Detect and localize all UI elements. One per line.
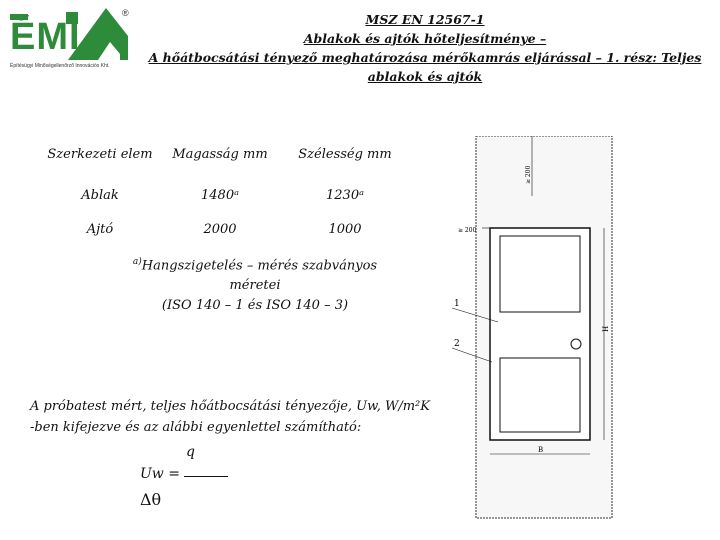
callout-2: 2 bbox=[454, 339, 460, 349]
formula-numerator: q bbox=[186, 444, 195, 460]
height-label: H bbox=[602, 325, 610, 332]
footnote-reference: (ISO 140 – 1 és ISO 140 – 3) bbox=[161, 298, 349, 314]
explanation-paragraph bbox=[30, 396, 430, 438]
dim-left-label: ≥ 200 bbox=[458, 227, 477, 234]
footnote-marker: a) bbox=[132, 257, 142, 267]
door-frame bbox=[490, 228, 590, 440]
paragraph-line: -ben kifejezve és az alábbi egyenlettel számítható: bbox=[30, 420, 362, 435]
footnote-text: Hangszigetelés – mérés szabványos méretei bbox=[141, 258, 378, 294]
logo-tagline: Építésügyi Minőségellenőrző Innovációs Kht. bbox=[10, 63, 110, 69]
table-cell: 1000 bbox=[328, 221, 362, 237]
table-cell: 2000 bbox=[203, 221, 237, 237]
registered-mark: ® bbox=[122, 8, 129, 18]
header-element: Szerkezeti elem bbox=[47, 146, 153, 162]
dim-top-label: ≥ 200 bbox=[525, 165, 532, 184]
test-specimen-diagram bbox=[432, 136, 622, 526]
fraction-bar bbox=[184, 476, 228, 477]
table-row bbox=[40, 178, 410, 212]
formula-denominator: Δθ bbox=[140, 490, 162, 509]
paragraph-line: A próbatest mért, teljes hőátbocsátási tényezője, Uw, W/m²K bbox=[30, 399, 430, 414]
table-cell: Ajtó bbox=[86, 221, 114, 237]
header-width: Szélesség mm bbox=[298, 146, 392, 162]
table-cell: Ablak bbox=[81, 187, 119, 203]
standard-number: MSZ EN 12567-1 bbox=[365, 12, 485, 27]
table-header-row bbox=[40, 130, 410, 178]
table-cell: 1480ᵃ bbox=[201, 187, 239, 203]
standard-description: A hőátbocsátási tényező meghatározása mérőkamrás eljárással – 1. rész: Teljes ablakok és ajtók bbox=[148, 50, 702, 84]
dimensions-table bbox=[40, 130, 410, 246]
footnote bbox=[130, 252, 380, 316]
standard-subtitle: Ablakok és ajtók hőteljesítménye – bbox=[303, 31, 547, 46]
formula-lhs: Uw = bbox=[140, 466, 180, 482]
table-cell: 1230ᵃ bbox=[326, 187, 364, 203]
emi-logo bbox=[6, 4, 130, 76]
title-block bbox=[140, 10, 710, 86]
width-label: B bbox=[538, 446, 544, 454]
logo-wordmark: ÉMI bbox=[10, 16, 81, 58]
callout-1: 1 bbox=[454, 299, 460, 309]
table-row bbox=[40, 212, 410, 246]
header-height: Magasság mm bbox=[172, 146, 268, 162]
